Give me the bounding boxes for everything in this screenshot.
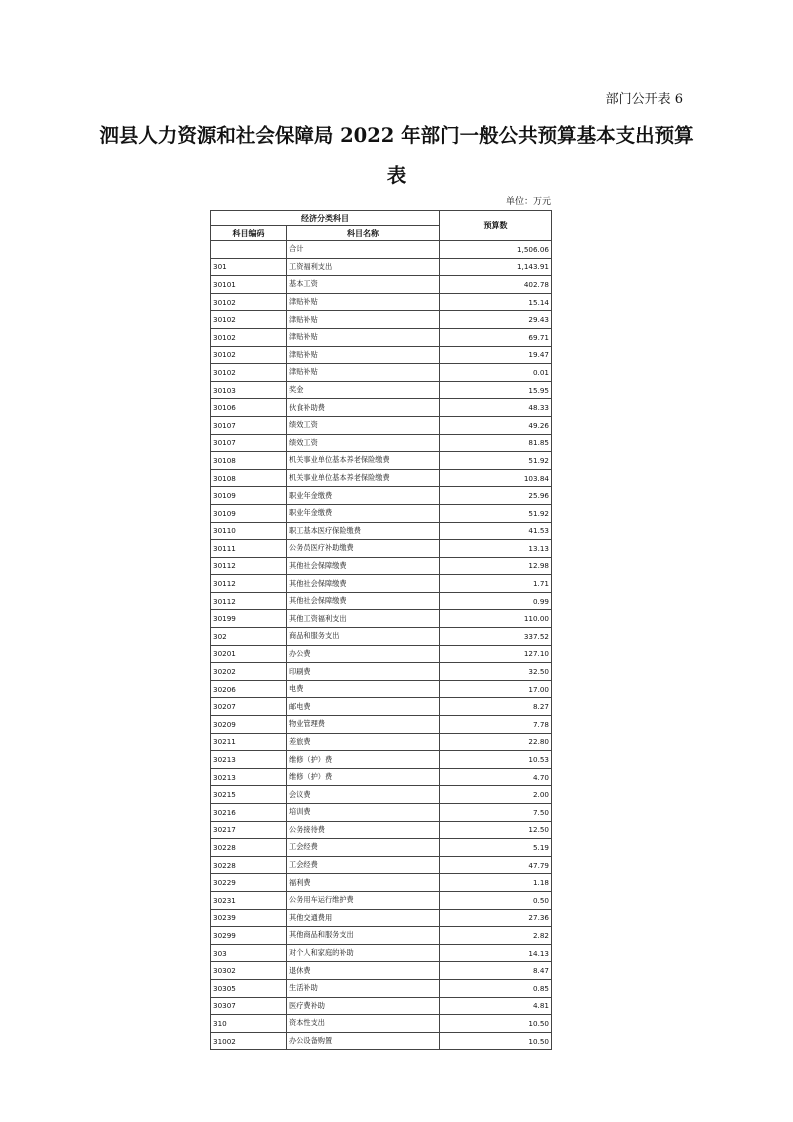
amount-cell: 19.47 bbox=[440, 346, 552, 364]
table-number-note: 部门公开表 6 bbox=[605, 92, 683, 107]
amount-cell: 2.00 bbox=[440, 786, 552, 804]
table-row bbox=[211, 469, 552, 487]
code-cell: 30109 bbox=[211, 504, 287, 522]
table-row bbox=[211, 452, 552, 470]
amount-cell: 15.14 bbox=[440, 293, 552, 311]
name-cell: 公务用车运行维护费 bbox=[287, 891, 440, 909]
amount-cell: 0.99 bbox=[440, 592, 552, 610]
amount-cell: 17.00 bbox=[440, 680, 552, 698]
name-cell: 福利费 bbox=[287, 874, 440, 892]
amount-cell: 48.33 bbox=[440, 399, 552, 417]
table-row bbox=[211, 540, 552, 558]
code-cell: 30202 bbox=[211, 663, 287, 681]
name-cell: 津贴补贴 bbox=[287, 346, 440, 364]
page-title-line1: 泗县人力资源和社会保障局 2022 年部门一般公共预算基本支出预算 bbox=[99, 124, 694, 147]
name-cell: 其他社会保障缴费 bbox=[287, 592, 440, 610]
code-cell: 30201 bbox=[211, 645, 287, 663]
table-row bbox=[211, 891, 552, 909]
name-cell: 办公费 bbox=[287, 645, 440, 663]
amount-cell: 7.50 bbox=[440, 804, 552, 822]
code-cell: 30307 bbox=[211, 997, 287, 1015]
code-cell: 30211 bbox=[211, 733, 287, 751]
table-row bbox=[211, 768, 552, 786]
name-cell: 机关事业单位基本养老保险缴费 bbox=[287, 452, 440, 470]
table-row bbox=[211, 504, 552, 522]
amount-header: 预算数 bbox=[440, 211, 552, 241]
table-row bbox=[211, 962, 552, 980]
code-cell: 30102 bbox=[211, 328, 287, 346]
code-cell: 30302 bbox=[211, 962, 287, 980]
table-row bbox=[211, 416, 552, 434]
name-cell: 绩效工资 bbox=[287, 434, 440, 452]
code-cell: 30216 bbox=[211, 804, 287, 822]
amount-cell: 10.50 bbox=[440, 1032, 552, 1050]
code-cell: 30228 bbox=[211, 839, 287, 857]
amount-cell: 51.92 bbox=[440, 504, 552, 522]
amount-cell: 49.26 bbox=[440, 416, 552, 434]
code-cell: 30102 bbox=[211, 364, 287, 382]
page-title bbox=[70, 116, 723, 196]
name-cell: 绩效工资 bbox=[287, 416, 440, 434]
amount-cell: 8.27 bbox=[440, 698, 552, 716]
code-cell bbox=[211, 241, 287, 259]
table-body bbox=[211, 241, 552, 1050]
table-row bbox=[211, 1015, 552, 1033]
amount-cell: 27.36 bbox=[440, 909, 552, 927]
amount-cell: 81.85 bbox=[440, 434, 552, 452]
table-row bbox=[211, 364, 552, 382]
name-cell: 公务接待费 bbox=[287, 821, 440, 839]
amount-cell: 12.98 bbox=[440, 557, 552, 575]
amount-cell: 69.71 bbox=[440, 328, 552, 346]
amount-cell: 1.18 bbox=[440, 874, 552, 892]
table-row bbox=[211, 839, 552, 857]
name-cell: 津贴补贴 bbox=[287, 293, 440, 311]
table-row bbox=[211, 663, 552, 681]
name-cell: 津贴补贴 bbox=[287, 328, 440, 346]
code-cell: 30217 bbox=[211, 821, 287, 839]
code-cell: 30199 bbox=[211, 610, 287, 628]
code-cell: 30299 bbox=[211, 927, 287, 945]
name-cell: 工会经费 bbox=[287, 856, 440, 874]
code-cell: 30108 bbox=[211, 469, 287, 487]
name-cell: 津贴补贴 bbox=[287, 311, 440, 329]
amount-cell: 4.70 bbox=[440, 768, 552, 786]
amount-cell: 15.95 bbox=[440, 381, 552, 399]
amount-cell: 10.50 bbox=[440, 1015, 552, 1033]
name-cell: 会议费 bbox=[287, 786, 440, 804]
name-cell: 工会经费 bbox=[287, 839, 440, 857]
name-cell: 职工基本医疗保险缴费 bbox=[287, 522, 440, 540]
table-row bbox=[211, 557, 552, 575]
table-row bbox=[211, 645, 552, 663]
code-cell: 30209 bbox=[211, 716, 287, 734]
code-cell: 30213 bbox=[211, 768, 287, 786]
amount-cell: 0.50 bbox=[440, 891, 552, 909]
amount-cell: 13.13 bbox=[440, 540, 552, 558]
code-cell: 30206 bbox=[211, 680, 287, 698]
amount-cell: 110.00 bbox=[440, 610, 552, 628]
amount-cell: 32.50 bbox=[440, 663, 552, 681]
code-cell: 30229 bbox=[211, 874, 287, 892]
code-cell: 30112 bbox=[211, 592, 287, 610]
table-row bbox=[211, 311, 552, 329]
table-row bbox=[211, 592, 552, 610]
code-header: 科目编码 bbox=[211, 226, 287, 241]
amount-cell: 10.53 bbox=[440, 751, 552, 769]
amount-cell: 1,143.91 bbox=[440, 258, 552, 276]
name-header: 科目名称 bbox=[287, 226, 440, 241]
name-cell: 合计 bbox=[287, 241, 440, 259]
code-cell: 30239 bbox=[211, 909, 287, 927]
amount-cell: 337.52 bbox=[440, 628, 552, 646]
code-cell: 30107 bbox=[211, 434, 287, 452]
amount-cell: 8.47 bbox=[440, 962, 552, 980]
table-row bbox=[211, 434, 552, 452]
name-cell: 伙食补助费 bbox=[287, 399, 440, 417]
name-cell: 其他工资福利支出 bbox=[287, 610, 440, 628]
name-cell: 职业年金缴费 bbox=[287, 487, 440, 505]
table-row bbox=[211, 909, 552, 927]
name-cell: 医疗费补助 bbox=[287, 997, 440, 1015]
name-cell: 差旅费 bbox=[287, 733, 440, 751]
code-cell: 301 bbox=[211, 258, 287, 276]
table-row bbox=[211, 786, 552, 804]
table-row bbox=[211, 751, 552, 769]
amount-cell: 0.85 bbox=[440, 979, 552, 997]
table-row bbox=[211, 874, 552, 892]
code-cell: 30111 bbox=[211, 540, 287, 558]
amount-cell: 103.84 bbox=[440, 469, 552, 487]
code-cell: 30102 bbox=[211, 346, 287, 364]
code-cell: 30102 bbox=[211, 293, 287, 311]
name-cell: 培训费 bbox=[287, 804, 440, 822]
name-cell: 物业管理费 bbox=[287, 716, 440, 734]
table-row bbox=[211, 856, 552, 874]
name-cell: 邮电费 bbox=[287, 698, 440, 716]
amount-cell: 22.80 bbox=[440, 733, 552, 751]
amount-cell: 47.79 bbox=[440, 856, 552, 874]
budget-table bbox=[210, 210, 552, 1050]
code-cell: 31002 bbox=[211, 1032, 287, 1050]
name-cell: 其他交通费用 bbox=[287, 909, 440, 927]
amount-cell: 41.53 bbox=[440, 522, 552, 540]
amount-cell: 127.10 bbox=[440, 645, 552, 663]
table-row bbox=[211, 276, 552, 294]
name-cell: 商品和服务支出 bbox=[287, 628, 440, 646]
code-cell: 30108 bbox=[211, 452, 287, 470]
code-cell: 30101 bbox=[211, 276, 287, 294]
code-cell: 310 bbox=[211, 1015, 287, 1033]
amount-cell: 1.71 bbox=[440, 575, 552, 593]
code-cell: 30109 bbox=[211, 487, 287, 505]
page-title-line2: 表 bbox=[386, 164, 407, 187]
table-row bbox=[211, 522, 552, 540]
name-cell: 维修（护）费 bbox=[287, 768, 440, 786]
table-row bbox=[211, 927, 552, 945]
table-row bbox=[211, 944, 552, 962]
table-row bbox=[211, 346, 552, 364]
code-cell: 30305 bbox=[211, 979, 287, 997]
name-cell: 电费 bbox=[287, 680, 440, 698]
name-cell: 工资福利支出 bbox=[287, 258, 440, 276]
code-cell: 30107 bbox=[211, 416, 287, 434]
name-cell: 其他社会保障缴费 bbox=[287, 557, 440, 575]
amount-cell: 2.82 bbox=[440, 927, 552, 945]
amount-cell: 7.78 bbox=[440, 716, 552, 734]
code-cell: 30228 bbox=[211, 856, 287, 874]
code-cell: 30106 bbox=[211, 399, 287, 417]
table-row bbox=[211, 1032, 552, 1050]
table-row bbox=[211, 293, 552, 311]
amount-cell: 0.01 bbox=[440, 364, 552, 382]
name-cell: 基本工资 bbox=[287, 276, 440, 294]
table-row bbox=[211, 241, 552, 259]
amount-cell: 12.50 bbox=[440, 821, 552, 839]
table-row bbox=[211, 698, 552, 716]
name-cell: 对个人和家庭的补助 bbox=[287, 944, 440, 962]
table-row bbox=[211, 733, 552, 751]
table-row bbox=[211, 979, 552, 997]
name-cell: 生活补助 bbox=[287, 979, 440, 997]
table-row bbox=[211, 804, 552, 822]
code-cell: 30231 bbox=[211, 891, 287, 909]
table-row bbox=[211, 328, 552, 346]
amount-cell: 29.43 bbox=[440, 311, 552, 329]
code-cell: 302 bbox=[211, 628, 287, 646]
amount-cell: 1,506.06 bbox=[440, 241, 552, 259]
name-cell: 其他社会保障缴费 bbox=[287, 575, 440, 593]
name-cell: 职业年金缴费 bbox=[287, 504, 440, 522]
code-cell: 30112 bbox=[211, 575, 287, 593]
table-row bbox=[211, 628, 552, 646]
name-cell: 维修（护）费 bbox=[287, 751, 440, 769]
amount-cell: 51.92 bbox=[440, 452, 552, 470]
name-cell: 奖金 bbox=[287, 381, 440, 399]
name-cell: 印刷费 bbox=[287, 663, 440, 681]
table-row bbox=[211, 487, 552, 505]
table-row bbox=[211, 716, 552, 734]
amount-cell: 25.96 bbox=[440, 487, 552, 505]
name-cell: 机关事业单位基本养老保险缴费 bbox=[287, 469, 440, 487]
code-cell: 30110 bbox=[211, 522, 287, 540]
table-row bbox=[211, 821, 552, 839]
code-cell: 30213 bbox=[211, 751, 287, 769]
unit-label: 单位：万元 bbox=[505, 197, 551, 207]
table-row bbox=[211, 575, 552, 593]
amount-cell: 402.78 bbox=[440, 276, 552, 294]
code-cell: 30207 bbox=[211, 698, 287, 716]
name-cell: 其他商品和服务支出 bbox=[287, 927, 440, 945]
name-cell: 办公设备购置 bbox=[287, 1032, 440, 1050]
table-row bbox=[211, 610, 552, 628]
code-cell: 30112 bbox=[211, 557, 287, 575]
code-cell: 30102 bbox=[211, 311, 287, 329]
table-row bbox=[211, 381, 552, 399]
name-cell: 退休费 bbox=[287, 962, 440, 980]
table-row bbox=[211, 258, 552, 276]
code-cell: 30103 bbox=[211, 381, 287, 399]
code-cell: 303 bbox=[211, 944, 287, 962]
table-row bbox=[211, 997, 552, 1015]
name-cell: 公务员医疗补助缴费 bbox=[287, 540, 440, 558]
name-cell: 资本性支出 bbox=[287, 1015, 440, 1033]
table-row bbox=[211, 399, 552, 417]
code-cell: 30215 bbox=[211, 786, 287, 804]
amount-cell: 5.19 bbox=[440, 839, 552, 857]
amount-cell: 14.13 bbox=[440, 944, 552, 962]
table-row bbox=[211, 680, 552, 698]
name-cell: 津贴补贴 bbox=[287, 364, 440, 382]
header-row-1 bbox=[211, 211, 552, 226]
group-header: 经济分类科目 bbox=[211, 211, 440, 226]
amount-cell: 4.81 bbox=[440, 997, 552, 1015]
